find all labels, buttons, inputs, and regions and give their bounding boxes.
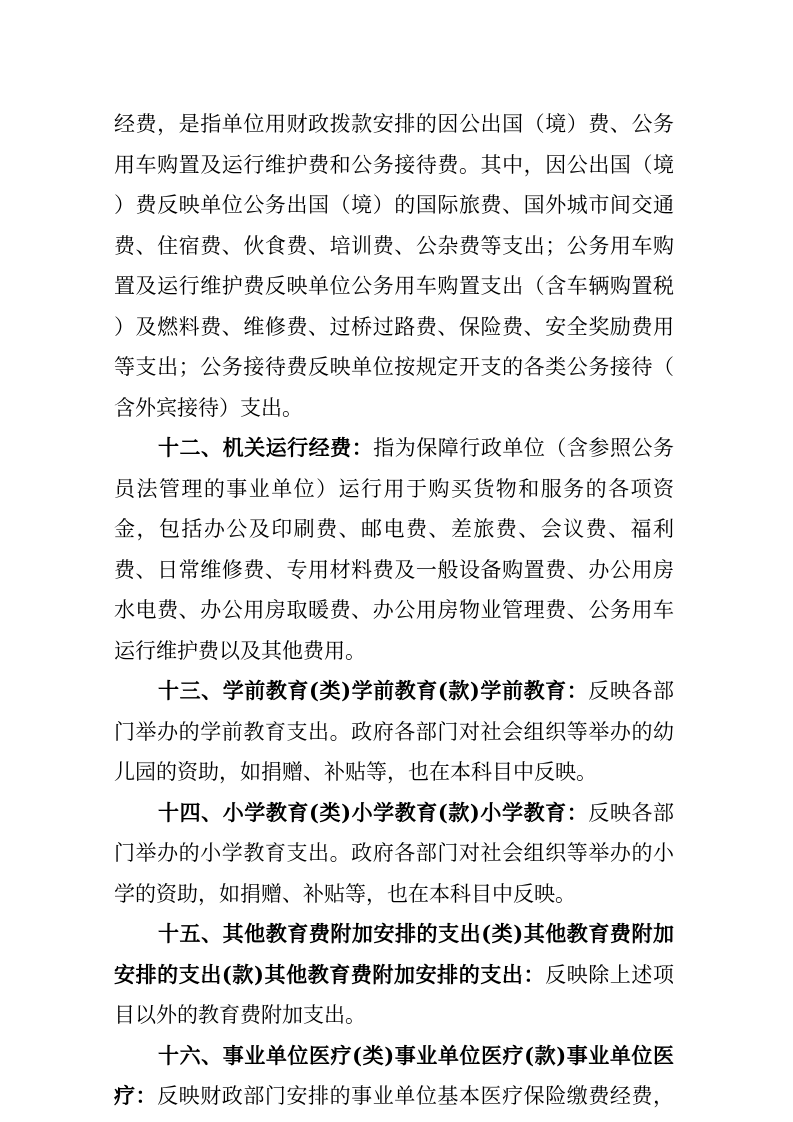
text-line — [114, 550, 674, 591]
text-line — [114, 712, 674, 753]
text-line — [114, 145, 674, 186]
body-text: 金，包括办公及印刷费、邮电费、差旅费、会议费、福利 — [114, 517, 674, 541]
text-line — [114, 185, 674, 226]
section-heading: 安排的支出(款)其他教育费附加安排的支出： — [114, 961, 546, 987]
text-line — [114, 388, 674, 429]
text-line — [114, 955, 674, 996]
text-line — [114, 631, 674, 672]
body-text: 水电费、办公用房取暖费、办公用房物业管理费、公务用车 — [114, 598, 674, 622]
paragraph — [114, 428, 674, 671]
text-line — [114, 469, 674, 510]
body-text: 员法管理的事业单位）运行用于购买货物和服务的各项资 — [114, 476, 674, 501]
text-line — [114, 995, 674, 1036]
text-line — [114, 590, 674, 631]
body-text: 反映各部 — [588, 679, 675, 703]
text-line — [114, 104, 674, 145]
paragraph — [114, 914, 674, 1036]
section-heading: 十六、事业单位医疗(类)事业单位医疗(款)事业单位医 — [158, 1042, 674, 1068]
body-text: 学的资助，如捐赠、补贴等，也在本科目中反映。 — [114, 881, 576, 906]
body-text: 反映除上述项 — [545, 962, 675, 987]
body-text: 用车购置及运行维护费和公务接待费。其中，因公出国（境 — [114, 152, 674, 177]
body-text: 门举办的学前教育支出。政府各部门对社会组织等举办的幼 — [114, 719, 674, 744]
text-line — [114, 752, 674, 793]
body-text: 指为保障行政单位（含参照公务 — [373, 436, 675, 460]
body-text: 儿园的资助，如捐赠、补贴等，也在本科目中反映。 — [114, 760, 597, 784]
paragraph — [114, 793, 674, 915]
section-heading: 十四、小学教育(类)小学教育(款)小学教育： — [158, 799, 589, 825]
body-text: 含外宾接待）支出。 — [114, 395, 303, 420]
text-line — [114, 307, 674, 348]
text-line — [114, 226, 674, 267]
paragraph — [114, 1036, 674, 1117]
body-text: 置及运行维护费反映单位公务用车购置支出（含车辆购置税 — [114, 274, 674, 298]
text-line — [114, 793, 674, 834]
text-line — [114, 874, 674, 915]
body-text: 目以外的教育费附加支出。 — [114, 1003, 366, 1027]
text-line — [114, 428, 674, 469]
body-text: ）费反映单位公务出国（境）的国际旅费、国外城市间交通 — [114, 193, 674, 217]
text-line — [114, 1076, 674, 1117]
text-line — [114, 671, 674, 712]
body-text: 费、日常维修费、专用材料费及一般设备购置费、办公用房 — [114, 557, 674, 582]
text-line — [114, 1036, 674, 1077]
text-line — [114, 266, 674, 307]
text-line — [114, 833, 674, 874]
body-text: 门举办的小学教育支出。政府各部门对社会组织等举办的小 — [114, 841, 674, 865]
section-heading: 十三、学前教育(类)学前教育(款)学前教育： — [158, 678, 589, 703]
body-text: 费、住宿费、伙食费、培训费、公杂费等支出；公务用车购 — [114, 233, 674, 258]
body-text: 等支出；公务接待费反映单位按规定开支的各类公务接待（ — [114, 355, 674, 379]
text-line — [114, 509, 674, 550]
body-text: 运行维护费以及其他费用。 — [114, 638, 366, 663]
body-text: ）及燃料费、维修费、过桥过路费、保险费、安全奖励费用 — [114, 314, 674, 339]
document-body — [114, 104, 674, 1117]
section-heading: 十五、其他教育费附加安排的支出(类)其他教育费附加 — [158, 921, 674, 946]
text-line — [114, 914, 674, 955]
body-text: 经费，是指单位用财政拨款安排的因公出国（境）费、公务 — [114, 112, 674, 136]
body-text: 反映各部 — [588, 800, 675, 825]
text-line — [114, 347, 674, 388]
section-heading: 十二、机关运行经费： — [158, 435, 374, 460]
section-heading: 疗： — [114, 1083, 158, 1108]
paragraph — [114, 104, 674, 428]
body-text: 反映财政部门安排的事业单位基本医疗保险缴费经费， — [157, 1084, 675, 1108]
paragraph — [114, 671, 674, 793]
